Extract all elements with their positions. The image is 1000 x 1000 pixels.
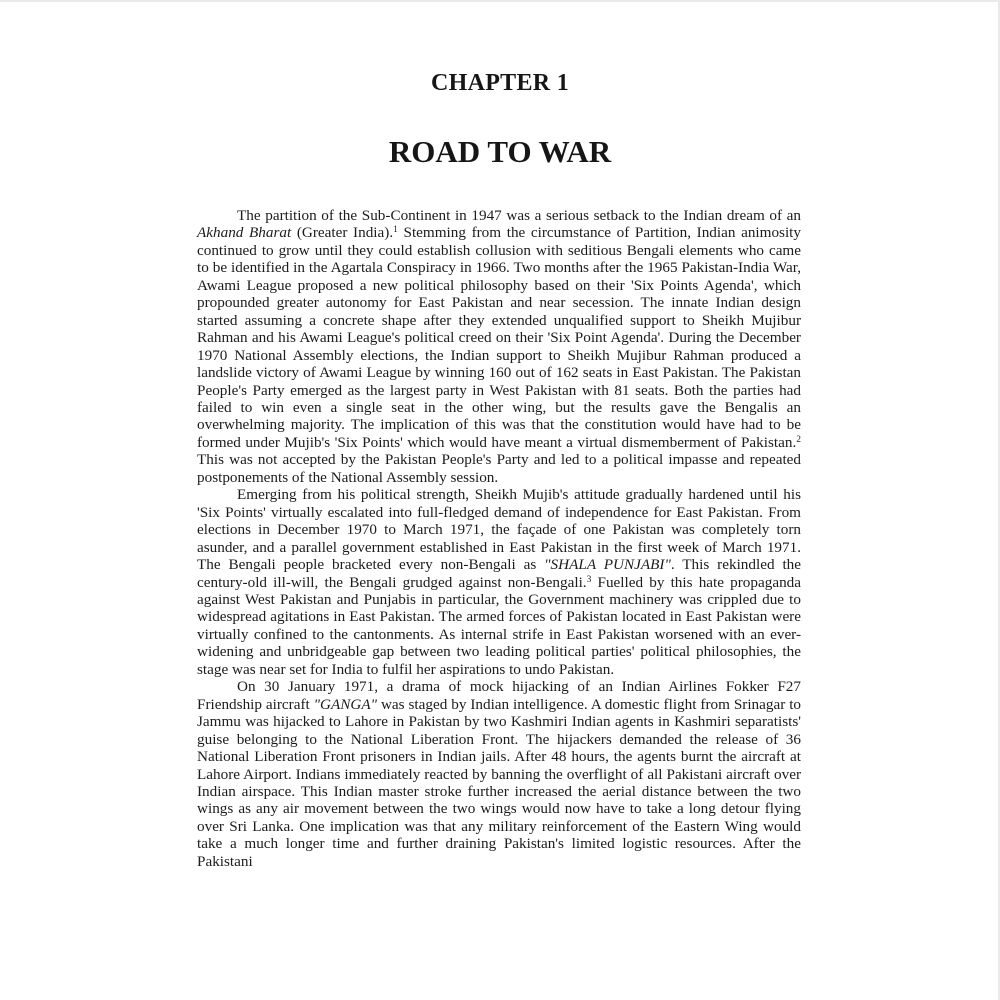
italic-phrase: "GANGA" <box>313 695 378 713</box>
italic-phrase: "SHALA PUNJABI" <box>544 556 671 574</box>
text-run: was staged by Indian intelligence. A domestic flight from Srinagar to Jammu was hijacked to Lahore in Pakistan by two Kashmiri Indian agents in Kashmiri separatists' guise belonging to the National Liberation Front. The hijackers demanded the release of 36 National Liberation Front prisoners in Indian jails. After 48 hours, the agents burnt the aircraft at Lahore Airport. Indians immediately reacted by banning the overflight of all Pakistani aircraft over Indian airspace. This Indian master stroke further increased the aerial distance between the two wings as any air movement between the two wings would now have to take a long detour flying over Sri Lanka. One implication was that any military reinforcement of the Eastern Wing would take a much longer time and further draining Pakistan's limited logistic resources. After the Pakistani <box>197 695 802 870</box>
text-run: This was not accepted by the Pakistan People's Party and led to a political impasse and repeated postponements of the National Assembly session. <box>197 451 801 486</box>
footnote-marker: 2 <box>796 434 801 445</box>
text-run: The partition of the Sub-Continent in 1947 was a serious setback to the Indian dream of an <box>237 207 801 224</box>
chapter-number: CHAPTER 1 <box>430 70 570 96</box>
text-run: (Greater India). <box>291 224 394 242</box>
text-run: Emerging from his political strength, Sheikh Mujib's attitude gradually hardened until his 'Six Points' virtually escalated into full-fledged demand of independence for East Pakistan. From elections in December 1970 to March 1971, the façade of one Pakistan was completely torn asunder, and a parallel government established in East Pakistan in the first week of March 1971. The Bengali people bracketed every non-Bengali as <box>197 486 801 574</box>
text-run: On 30 January 1971, a drama of mock hijacking of an Indian Airlines Fokker F27 Friendship aircraft <box>197 678 801 713</box>
text-run: Stemming from the circumstance of Partition, Indian animosity continued to grow until they could establish collusion with seditious Bengali elements who came to be identified in the Agartala Conspiracy in 1966. Two months after the 1965 Pakistan-India War, Awami League proposed a new political philosophy based on their 'Six Points Agenda', which propounded greater autonomy for East Pakistan and near secession. The innate Indian design started assuming a concrete shape after they extended unqualified support to Sheikh Mujibur Rahman and his Awami League's political creed on their 'Six Point Agenda'. During the December 1970 National Assembly elections, the Indian support to Sheikh Mujibur Rahman produced a landslide victory of Awami League by winning 160 out of 162 seats in East Pakistan. The Pakistan People's Party emerged as the largest party in West Pakistan with 81 seats. Both the parties had failed to win even a single seat in the other wing, but the results gave the Bengalis an overwhelming majority. The implication of this was that the constitution would have had to be formed under Mujib's 'Six Points' which would have meant a virtual dismemberment of Pakistan. <box>197 224 801 451</box>
paragraph <box>197 207 801 486</box>
footnote-marker: 1 <box>393 225 398 236</box>
body-text <box>197 207 801 870</box>
paragraph <box>197 678 801 870</box>
italic-phrase: Akhand Bharat <box>197 224 292 242</box>
text-run: . This rekindled the century-old ill-will, the Bengali grudged against non-Bengali. <box>197 556 801 591</box>
footnote-marker: 3 <box>586 574 592 585</box>
text-run: Fuelled by this hate propaganda against West Pakistan and Punjabis in particular, the Government machinery was crippled due to widespread agitations in East Pakistan. The armed forces of Pakistan located in East Pakistan were virtually confined to the cantonments. As internal strife in East Pakistan worsened with an ever-widening and unbridgeable gap between two leading political parties' political philosophies, the stage was near set for India to fulfil her aspirations to undo Pakistan. <box>197 573 801 678</box>
chapter-title: ROAD TO WAR <box>388 134 612 169</box>
paragraph <box>197 486 801 678</box>
